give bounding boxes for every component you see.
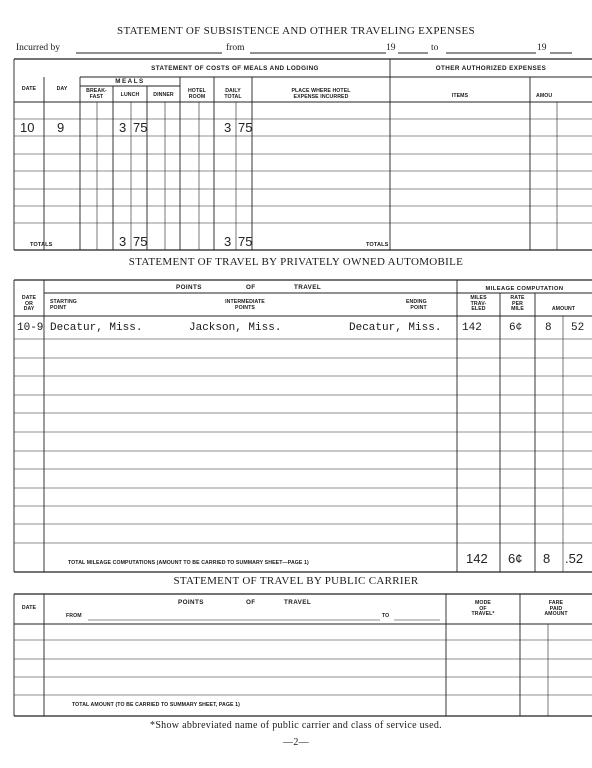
- year2-label: 19: [537, 43, 547, 53]
- from-label: from: [226, 43, 245, 53]
- auto-entry-date: 10-9: [17, 322, 44, 334]
- carrier-travel-header: TRAVEL: [284, 599, 312, 606]
- meal-entry-lunch-dollars: 3: [119, 120, 127, 135]
- starting-point-header: STARTING POINT: [50, 299, 77, 311]
- auto-points-header: POINTS: [176, 284, 202, 291]
- carrier-to-header: TO: [382, 613, 390, 619]
- intermediate-points-header: INTERMEDIATE POINTS: [225, 299, 265, 311]
- meal-entry-date: 10: [20, 120, 35, 135]
- meals-total-lunch-cents: 75: [133, 234, 148, 249]
- carrier-total-label: TOTAL AMOUNT (TO BE CARRIED TO SUMMARY SHEET, PAGE 1): [72, 702, 240, 708]
- carrier-title: STATEMENT OF TRAVEL BY PUBLIC CARRIER: [173, 575, 419, 587]
- auto-entry-miles: 142: [462, 322, 482, 334]
- meals-totals-label-left: TOTALS: [30, 242, 53, 248]
- meals-total-daily-dollars: 3: [224, 234, 232, 249]
- dinner-header: DINNER: [153, 92, 174, 98]
- mode-of-travel-header: MODE OF TRAVEL*: [471, 600, 495, 618]
- meals-total-lunch-dollars: 3: [119, 234, 127, 249]
- auto-title: STATEMENT OF TRAVEL BY PRIVATELY OWNED AUTOMOBILE: [128, 256, 464, 268]
- rate-per-mile-header: RATE PER MILE: [510, 295, 525, 313]
- auto-travel-header: TRAVEL: [294, 284, 322, 291]
- daily-total-header: DAILY TOTAL: [224, 88, 242, 100]
- meal-entry-day: 9: [57, 120, 65, 135]
- hotel-room-header: HOTEL ROOM: [187, 88, 207, 100]
- meal-entry-daily-cents: 75: [238, 120, 253, 135]
- incurred-by-label: Incurred by: [16, 43, 61, 53]
- footnote: *Show abbreviated name of public carrier and class of service used.: [150, 720, 442, 731]
- meal-entry-lunch-cents: 75: [133, 120, 148, 135]
- fare-paid-header: FARE PAID AMOUNT: [544, 600, 568, 618]
- subsistence-title: STATEMENT OF SUBSISTENCE AND OTHER TRAVELING EXPENSES: [117, 25, 475, 37]
- carrier-from-header: FROM: [66, 613, 82, 619]
- costs-header: STATEMENT OF COSTS OF MEALS AND LODGING: [151, 65, 319, 72]
- carrier-date-header: DATE: [21, 605, 37, 611]
- items-header: ITEMS: [451, 93, 469, 99]
- meals-header: MEALS: [115, 78, 145, 85]
- auto-entry-amount-cents: 52: [571, 322, 585, 334]
- meals-total-daily-cents: 75: [238, 234, 253, 249]
- auto-entry-start: Decatur, Miss.: [50, 322, 143, 334]
- mileage-total-label: TOTAL MILEAGE COMPUTATIONS (AMOUNT TO BE CARRIED TO SUMMARY SHEET—PAGE 1): [68, 560, 309, 566]
- auto-amount-header: AMOUNT: [551, 306, 576, 312]
- carrier-of-header: OF: [246, 599, 256, 606]
- auto-total-amount-dollars: 8: [543, 551, 551, 566]
- auto-entry-end: Decatur, Miss.: [349, 322, 442, 334]
- meals-day-header: DAY: [56, 86, 68, 92]
- auto-date-header: DATE OR DAY: [21, 295, 37, 313]
- page-number: —2—: [283, 737, 309, 748]
- mileage-computation-header: MILEAGE COMPUTATION: [485, 286, 564, 292]
- to-label: to: [431, 43, 439, 53]
- auto-entry-amount-dollars: 8: [545, 322, 552, 334]
- auto-total-rate: 6¢: [508, 551, 523, 566]
- miles-traveled-header: MILES TRAV- ELED: [470, 295, 487, 313]
- place-header: PLACE WHERE HOTEL EXPENSE INCURRED: [291, 88, 351, 100]
- meals-totals-label-right: TOTALS: [366, 242, 389, 248]
- year1-label: 19: [386, 43, 396, 53]
- auto-total-amount-cents: .52: [565, 551, 584, 566]
- meals-date-header: DATE: [21, 86, 37, 92]
- auto-entry-rate: 6¢: [509, 322, 523, 334]
- breakfast-header: BREAK- FAST: [86, 88, 107, 100]
- other-expenses-header: OTHER AUTHORIZED EXPENSES: [435, 65, 547, 72]
- lunch-header: LUNCH: [120, 92, 140, 98]
- ending-point-header: ENDING POINT: [406, 299, 427, 311]
- other-amount-header: AMOU: [536, 93, 553, 99]
- carrier-points-header: POINTS: [178, 599, 204, 606]
- meal-entry-daily-dollars: 3: [224, 120, 232, 135]
- auto-of-header: OF: [246, 284, 256, 291]
- auto-entry-intermediate: Jackson, Miss.: [189, 322, 282, 334]
- auto-total-miles: 142: [466, 551, 488, 566]
